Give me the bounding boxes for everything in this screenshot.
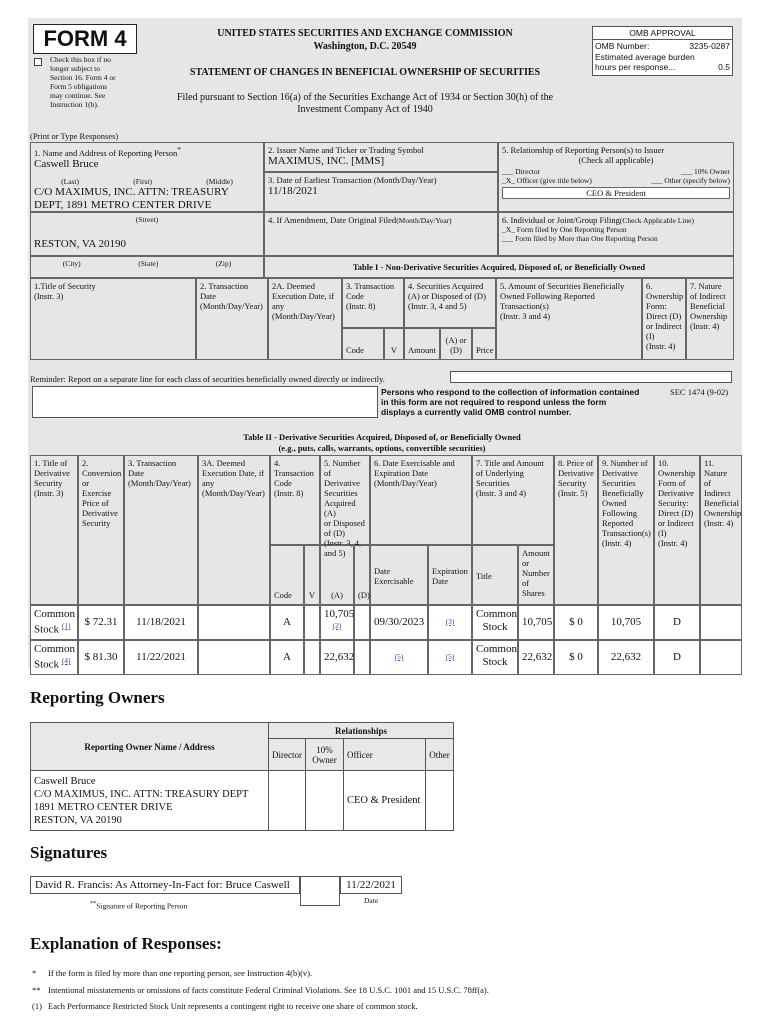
reporting-owners-heading: Reporting Owners (30, 688, 165, 707)
address-line2: DEPT, 1891 METRO CENTER DRIVE (34, 198, 212, 211)
footnote-5-link[interactable]: (5) (394, 652, 404, 661)
reminder-box (450, 371, 732, 383)
t1-col5: 5. Amount of Securities Beneficially Owned Following Reported Transaction(s) (Instr. 3 and 4) (496, 278, 642, 360)
t2-sub-a: (A) (320, 545, 354, 605)
box4-amendment (264, 212, 498, 256)
footnote-4-link[interactable]: (4) (61, 656, 71, 665)
t1-col4: 4. Securities Acquired (A) or Disposed of (D) (Instr. 3, 4 and 5) (404, 278, 496, 328)
t1-col7: 7. Nature of Indirect Beneficial Ownership (Instr. 4) (686, 278, 734, 360)
signature-box (30, 876, 300, 894)
row1-code: A (270, 605, 304, 640)
t1-sub-v: V (384, 328, 404, 360)
omb-burden-1: Estimated average burden (595, 52, 695, 62)
owner-director-cell (269, 771, 306, 831)
table2-title: Table II - Derivative Securities Acquired, Disposed of, or Beneficially Owned (243, 432, 521, 442)
box4-label-small: (Month/Day/Year) (396, 216, 452, 225)
address-line1: C/O MAXIMUS, INC. ATTN: TREASURY (34, 185, 229, 198)
row1-expiration (428, 605, 472, 640)
box6-filing (498, 212, 734, 256)
filed-pursuant-line1: Filed pursuant to Section 16(a) of the Securities Exchange Act of 1934 or Section 30(h) of the (176, 92, 554, 103)
box2-issuer (264, 142, 498, 172)
row1-v (304, 605, 320, 640)
row2-expiration (428, 640, 472, 675)
footnote-5-link[interactable]: (5) (445, 652, 455, 661)
t2-h1: 1. Title of Derivative Security (Instr. 3) (30, 455, 78, 605)
row2-u-amount: 22,632 (518, 640, 554, 675)
row2-acquired: 22,632 (320, 640, 354, 675)
t1-sub-price: Price (472, 328, 496, 360)
t2-sub-code: Code (270, 545, 304, 605)
t1-col3: 3. Transaction Code (Instr. 8) (342, 278, 404, 328)
persons-notice: Persons who respond to the collection of information contained in this form are not required to respond unless the form displays a currently valid OMB control number. (381, 387, 640, 417)
t1-col2a: 2A. Deemed Execution Date, if any (Month/Day/Year) (268, 278, 342, 360)
director-header: Director (269, 739, 306, 771)
box6-label: 6. Individual or Joint/Group Filing (502, 215, 620, 225)
signature-spacer (300, 876, 340, 906)
relationships-header: Relationships (269, 723, 454, 739)
row1-deemed (198, 605, 270, 640)
print-type-note: (Print or Type Responses) (30, 131, 119, 141)
row2-code: A (270, 640, 304, 675)
t2-h2: 2. Conversion or Exercise Price of Derivative Security (78, 455, 124, 605)
filing-option-one: _X_ Form filed by One Reporting Person (502, 225, 627, 234)
agency-location: Washington, D.C. 20549 (313, 41, 417, 52)
director-option: ___ Director (502, 167, 541, 176)
box3-earliest-date (264, 172, 498, 212)
explanation-heading: Explanation of Responses: (30, 934, 222, 953)
box6-label-small: (Check Applicable Line) (619, 216, 694, 225)
box2-label: 2. Issuer Name and Ticker or Trading Symbol (268, 145, 424, 155)
t1-sub-code: Code (342, 328, 384, 360)
sec-code: SEC 1474 (9-02) (670, 387, 729, 397)
t2-sub-v: V (304, 545, 320, 605)
box5-label: 5. Relationship of Reporting Person(s) to Issuer (502, 145, 665, 155)
city-label: (City) (62, 259, 81, 268)
section16-checkbox[interactable] (34, 58, 42, 66)
row1-u-title: Common Stock (472, 605, 518, 640)
t2-h5: 5. Number of Derivative Securities Acquired (A) or Disposed of (D) (Instr. 3, 4, and 5) (320, 455, 370, 545)
owner-other-cell (425, 771, 453, 831)
box1-city-row (30, 256, 264, 278)
table2-subtitle: (e.g., puts, calls, warrants, options, convertible securities) (278, 443, 486, 453)
checkbox-text: Check this box if no longer subject to Section 16. Form 4 or Form 5 obligations may continue. See Instruction 1(b). (50, 55, 116, 109)
state-label: (State) (138, 259, 159, 268)
t2-h8: 8. Price of Derivative Security (Instr. 5) (554, 455, 598, 605)
signature-date-box (340, 876, 402, 894)
explanation-note-1: * If the form is filed by more than one reporting person, see Instruction 4(b)(v). (32, 968, 313, 978)
omb-hours: 0.5 (718, 62, 730, 72)
signature-date: 11/22/2021 (346, 879, 396, 891)
statement-title: STATEMENT OF CHANGES IN BENEFICIAL OWNERSHIP OF SECURITIES (189, 67, 541, 78)
row2-exercisable (370, 640, 428, 675)
row1-nature (700, 605, 742, 640)
officer-option: _X_ Officer (give title below) (502, 176, 592, 185)
blank-box (32, 386, 378, 418)
other-header: Other (425, 739, 453, 771)
row2-date: 11/22/2021 (124, 640, 198, 675)
footnote-2-link[interactable]: (2) (332, 621, 342, 630)
first-label: (First) (133, 176, 152, 186)
row2-form: D (654, 640, 700, 675)
filed-pursuant-line2: Investment Company Act of 1940 (297, 104, 433, 115)
form-title: FORM 4 (33, 24, 137, 54)
owner-name-address: Caswell Bruce C/O MAXIMUS, INC. ATTN: TREASURY DEPT 1891 METRO CENTER DRIVE RESTON, VA 20190 (31, 771, 269, 831)
filing-option-more: ___ Form filed by More than One Reporting Person (502, 234, 658, 243)
zip-label: (Zip) (215, 259, 232, 268)
agency-name: UNITED STATES SECURITIES AND EXCHANGE COMMISSION (217, 28, 513, 39)
omb-burden-2: hours per response... (595, 62, 676, 72)
row1-acquired: 10,705 (2) (320, 605, 354, 640)
row2-price: $ 81.30 (78, 640, 124, 675)
box5-relationship (498, 142, 734, 212)
row1-date: 11/18/2021 (124, 605, 198, 640)
omb-title: OMB APPROVAL (593, 27, 732, 40)
signature-label: **Signature of Reporting Person (90, 900, 188, 911)
footnote-1-link[interactable]: (1) (61, 621, 71, 630)
t1-sub-amount: Amount (404, 328, 440, 360)
signatures-heading: Signatures (30, 843, 108, 862)
t2-sub-d: (D) (354, 545, 370, 605)
box4-label: 4. If Amendment, Date Original Filed (268, 215, 397, 225)
owner-name-header: Reporting Owner Name / Address (31, 723, 269, 771)
omb-number-label: OMB Number: (595, 41, 650, 51)
owner-option: ___ 10% Owner (680, 167, 730, 176)
row2-v (304, 640, 320, 675)
reporting-owners-table (30, 722, 454, 831)
row2-d (354, 640, 370, 675)
row2-d-price: $ 0 (554, 640, 598, 675)
t1-col2: 2. Transaction Date (Month/Day/Year) (196, 278, 268, 360)
t1-col1: 1.Title of Security (Instr. 3) (30, 278, 196, 360)
omb-approval-box (592, 26, 733, 76)
omb-number: 3235-0287 (689, 41, 730, 51)
row1-d-price: $ 0 (554, 605, 598, 640)
t2-h3a: 3A. Deemed Execution Date, if any (Month/Day/Year) (198, 455, 270, 605)
row2-u-title: Common Stock (472, 640, 518, 675)
box1-label: 1. Name and Address of Reporting Person (34, 147, 178, 158)
row1-exercisable: 09/30/2023 (370, 605, 428, 640)
owner-header: 10% Owner (305, 739, 343, 771)
city-state-zip: RESTON, VA 20190 (34, 238, 126, 250)
row1-d (354, 605, 370, 640)
owner-officer-cell: CEO & President (343, 771, 425, 831)
box3-label: 3. Date of Earliest Transaction (Month/Day/Year) (268, 175, 437, 185)
reminder-text: Reminder: Report on a separate line for each class of securities beneficially owned directly or indirectly. (30, 374, 385, 384)
box1-reporting-person (30, 142, 264, 212)
reporting-person-name: Caswell Bruce (34, 157, 99, 170)
signer-name: David R. Francis: As Attorney-In-Fact for: Bruce Caswell (35, 879, 290, 891)
t2-h6: 6. Date Exercisable and Expiration Date (Month/Day/Year) (370, 455, 472, 545)
footnote-3-link[interactable]: (3) (445, 617, 455, 626)
t2-sub-date-ex: Date Exercisable (370, 545, 428, 605)
row1-price: $ 72.31 (78, 605, 124, 640)
t2-sub-amount: Amount or Number of Shares (518, 545, 554, 605)
t2-h9: 9. Number of Derivative Securities Beneficially Owned Following Reported Transaction(s) (Instr. 4) (598, 455, 654, 605)
row2-owned: 22,632 (598, 640, 654, 675)
box1-street (30, 212, 264, 256)
officer-title: CEO & President (502, 187, 730, 199)
other-option: ___ Other (specify below) (651, 176, 730, 185)
t2-h10: 10. Ownership Form of Derivative Security: Direct (D) or Indirect (I) (Instr. 4) (654, 455, 700, 605)
box5-sub: (Check all applicable) (578, 155, 654, 165)
officer-header: Officer (343, 739, 425, 771)
t2-h11: 11. Nature of Indirect Beneficial Ownership (Instr. 4) (700, 455, 742, 605)
earliest-transaction-date: 11/18/2021 (268, 185, 318, 197)
table1-title: Table I - Non-Derivative Securities Acquired, Disposed of, or Beneficially Owned (264, 256, 734, 278)
t2-sub-exp: Expiration Date (428, 545, 472, 605)
row2-deemed (198, 640, 270, 675)
row2-nature (700, 640, 742, 675)
row1-owned: 10,705 (598, 605, 654, 640)
t2-sub-title: Title (472, 545, 518, 605)
middle-label: (Middle) (206, 176, 233, 186)
issuer-name: MAXIMUS, INC. [MMS] (268, 155, 385, 167)
last-label: (Last) (61, 176, 80, 186)
t2-h7: 7. Title and Amount of Underlying Securities (Instr. 3 and 4) (472, 455, 554, 545)
t2-h4: 4. Transaction Code (Instr. 8) (270, 455, 320, 545)
owner-10pct-cell (305, 771, 343, 831)
row1-u-amount: 10,705 (518, 605, 554, 640)
date-label: Date (364, 896, 379, 905)
box1-label-sup: * (177, 145, 182, 154)
explanation-note-2: ** Intentional misstatements or omissions of facts constitute Federal Criminal Violations. See 18 U.S.C. 1001 and 15 U.S.C. 78ff(a). (32, 985, 489, 995)
row1-title: Common Stock $^{(1)}$ (30, 605, 78, 640)
row2-title: Common Stock $^{(4)}$ (30, 640, 78, 675)
explanation-note-3: (1) Each Performance Restricted Stock Unit represents a contingent right to receive one share of common stock. (32, 1001, 418, 1011)
street-label: (Street) (135, 215, 159, 224)
owner-row (31, 771, 454, 831)
t1-sub-aord: (A) or (D) (440, 328, 472, 360)
row1-form: D (654, 605, 700, 640)
t1-col6: 6. Ownership Form: Direct (D) or Indirect (I) (Instr. 4) (642, 278, 686, 360)
t2-h3: 3. Transaction Date (Month/Day/Year) (124, 455, 198, 605)
